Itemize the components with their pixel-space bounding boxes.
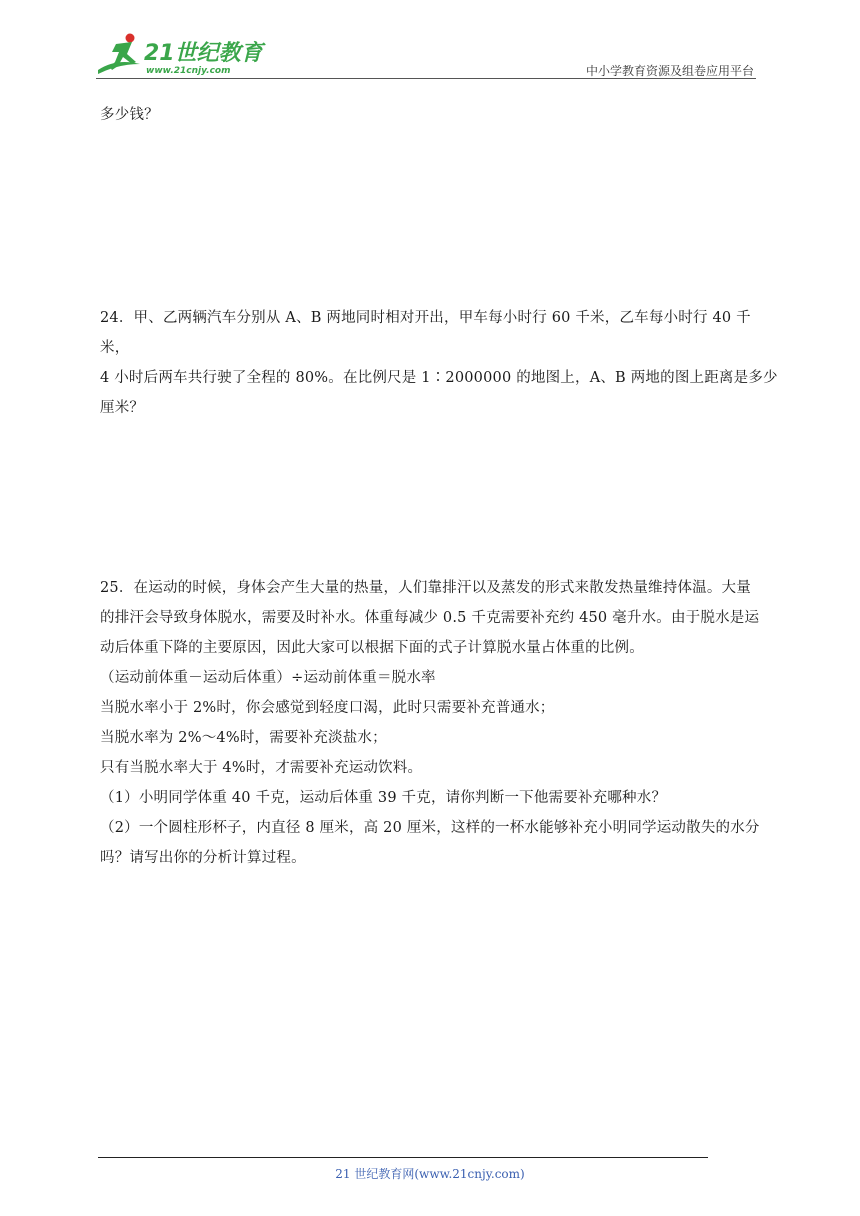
question-25-part-2-cont: 吗？请写出你的分析计算过程。: [100, 850, 306, 866]
question-25: [100, 573, 780, 873]
question-25-line: 25．在运动的时候，身体会产生大量的热量，人们靠排汗以及蒸发的形式来散发热量维持体温。大量: [100, 580, 751, 596]
question-24-line: 4 小时后两车共行驶了全程的 80%。在比例尺是 1∶2000000 的地图上，A、B 两地的图上距离是多少: [100, 370, 778, 386]
question-25-line: 动后体重下降的主要原因，因此大家可以根据下面的式子计算脱水量占体重的比例。: [100, 640, 644, 656]
21cnjy-logo: [96, 30, 266, 78]
question-25-line: 的排汗会导致身体脱水，需要及时补水。体重每减少 0.5 千克需要补充约 450 毫升水。由于脱水是运: [100, 610, 760, 626]
question-25-formula: （运动前体重－运动后体重）÷运动前体重＝脱水率: [100, 670, 436, 686]
footer-divider: [98, 1157, 708, 1158]
question-25-line: 当脱水率小于 2%时，你会感觉到轻度口渴，此时只需要补充普通水；: [100, 700, 555, 716]
question-24: [100, 303, 780, 423]
platform-name: 中小学教育资源及组卷应用平台: [585, 64, 754, 78]
page-header: [96, 30, 756, 80]
header-divider: [96, 78, 756, 79]
question-25-line: 当脱水率为 2%～4%时，需要补充淡盐水；: [100, 730, 387, 746]
continuation-text: 多少钱？: [100, 107, 159, 123]
logo-url: www.21cnjy.com: [146, 66, 231, 76]
question-24-line: 厘米？: [100, 400, 145, 416]
question-24-line: 24．甲、乙两辆汽车分别从 A、B 两地同时相对开出，甲车每小时行 60 千米，乙车每小时行 40 千米，: [100, 310, 751, 356]
runner-icon: [98, 34, 140, 75]
footer-link[interactable]: 21 世纪教育网(www.21cnjy.com): [335, 1167, 525, 1181]
question-25-line: 只有当脱水率大于 4%时，才需要补充运动饮料。: [100, 760, 423, 776]
question-25-part-1: （1）小明同学体重 40 千克，运动后体重 39 千克，请你判断一下他需要补充哪种水？: [100, 790, 667, 806]
question-25-part-2: （2）一个圆柱形杯子，内直径 8 厘米，高 20 厘米，这样的一杯水能够补充小明同学运动散失的水分: [100, 820, 760, 836]
logo-text: 21世纪教育: [144, 41, 263, 66]
